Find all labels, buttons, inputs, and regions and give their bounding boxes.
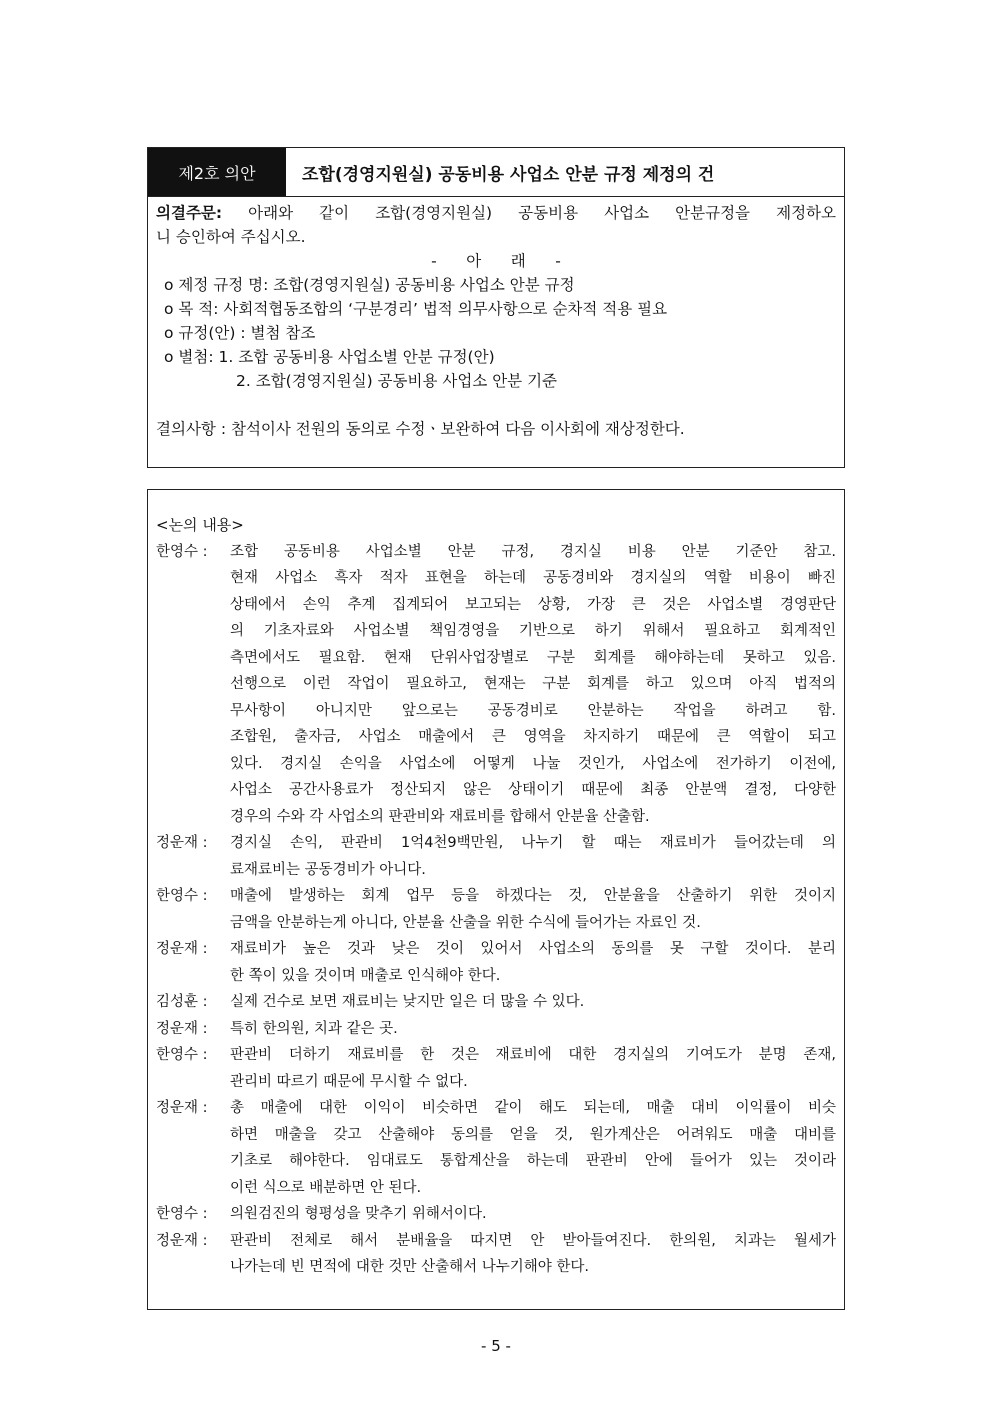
item-attachment1: o 별첨: 1. 조합 공동비용 사업소별 안분 규정(안) (164, 348, 495, 366)
discussion-box (147, 489, 845, 1310)
agenda-body (148, 197, 844, 441)
agenda-number-label: 제2호 의안 (148, 148, 286, 196)
speaker-name: 정운재 : (156, 1020, 208, 1037)
statement-line: 이런 식으로 배분하면 안 된다. (230, 1179, 422, 1196)
statement-first-line: 조합 공동비용 사업소별 안분 규정, 경지실 비용 안분 기준안 참고. (230, 543, 836, 560)
statement-first-line: 총 매출에 대한 이익이 비슷하면 같이 해도 되는데, 매출 대비 이익률이 비슷 (230, 1100, 836, 1116)
agenda-header (148, 148, 844, 197)
discussion-entries (156, 539, 836, 1281)
statement-line: 현재 사업소 흑자 적자 표현을 하는데 공동경비와 경지실의 역할 비용이 빠진 (230, 570, 836, 586)
statement-line: 측면에서도 필요함. 현재 단위사업장별로 구분 회계를 해야하는데 못하고 있음. (230, 649, 836, 666)
statement-line: 금액을 안분하는게 아니다, 안분율 산출을 위한 수식에 들어가는 자료인 것. (230, 914, 701, 931)
statement-line: 무사항이 아니지만 앞으로는 공동경비로 안분하는 작업을 하려고 함. (230, 702, 836, 719)
statement-continuation (156, 565, 836, 830)
statement-continuation (156, 910, 836, 937)
speaker-name: 정운재 : (156, 941, 208, 957)
statement-line: 관리비 따르기 때문에 무시할 수 없다. (230, 1073, 468, 1090)
statement-line: 료재료비는 공동경비가 아니다. (230, 861, 426, 878)
statement-line: 기초로 해야한다. 임대료도 통합계산을 하는데 판관비 안에 들어가 있는 것이라 (230, 1153, 837, 1169)
statement-first-line: 재료비가 높은 것과 낮은 것이 있어서 사업소의 동의를 못 구할 것이다. 분리 (230, 941, 836, 957)
statement-line: 있다. 경지실 손익을 사업소에 어떻게 나눌 것인가, 사업소에 전가하기 이전에, (230, 755, 836, 772)
statement-line: 조합원, 출자금, 사업소 매출에서 큰 영역을 차지하기 때문에 큰 역할이 되고 (230, 729, 836, 745)
discussion-title: <논의 내용> (156, 516, 244, 534)
item-purpose: o 목 적: 사회적협동조합의 ‘구분경리’ 법적 의무사항으로 순차적 적용 필요 (164, 300, 668, 318)
discussion-entry (156, 936, 836, 963)
resolution-line2: 니 승인하여 주십시오. (156, 228, 306, 246)
statement-line: 한 쪽이 있을 것이며 매출로 인식해야 한다. (230, 967, 501, 984)
resolution-line1 (156, 201, 836, 225)
statement-continuation (156, 857, 836, 884)
below-heading: - 아 래 - (431, 252, 561, 270)
speaker-name: 정운재 : (156, 835, 208, 851)
speaker-name: 한영수 : (156, 1206, 208, 1222)
resolution-label: 의결주문: (156, 204, 223, 222)
discussion-entry (156, 1042, 836, 1069)
statement-first-line: 특히 한의원, 치과 같은 곳. (230, 1020, 398, 1037)
discussion-entry (156, 830, 836, 857)
statement-first-line: 매출에 발생하는 회계 업무 등을 하겠다는 것, 안분율을 산출하기 위한 것이지 (230, 888, 836, 904)
page-number: - 5 - (481, 1337, 511, 1355)
statement-first-line: 판관비 더하기 재료비를 한 것은 재료비에 대한 경지실의 기여도가 분명 존재, (230, 1047, 836, 1063)
discussion-entry (156, 883, 836, 910)
discussion-entry (156, 989, 836, 1016)
statement-line: 상태에서 손익 추계 집계되어 보고되는 상황, 가장 큰 것은 사업소별 경영판단 (230, 596, 836, 613)
item-draft: o 규정(안) : 별첨 참조 (164, 324, 316, 342)
item-regulation-name: o 제정 규정 명: 조합(경영지원실) 공동비용 사업소 안분 규정 (164, 276, 575, 294)
statement-line: 하면 매출을 갖고 산출해야 동의를 얻을 것, 원가계산은 어려워도 매출 대비를 (230, 1126, 836, 1143)
statement-continuation (156, 963, 836, 990)
statement-line: 경우의 수와 각 사업소의 판관비와 재료비를 합해서 안분율 산출함. (230, 808, 650, 825)
discussion-entry (156, 1095, 836, 1122)
statement-first-line: 판관비 전체로 해서 분배율을 따지면 안 받아들여진다. 한의원, 치과는 월세가 (230, 1232, 836, 1249)
statement-line: 의 기초자료와 사업소별 책임경영을 기반으로 하기 위해서 필요하고 회계적인 (230, 623, 836, 639)
agenda-box (147, 147, 845, 468)
statement-line: 사업소 공간사용료가 정산되지 않은 상태이기 때문에 최종 안분액 결정, 다양한 (230, 782, 837, 798)
item-attachment2: 2. 조합(경영지원실) 공동비용 사업소 안분 기준 (236, 372, 558, 390)
discussion-entry (156, 1016, 836, 1043)
statement-continuation (156, 1069, 836, 1096)
statement-first-line: 경지실 손익, 판관비 1억4천9백만원, 나누기 할 때는 재료비가 들어갔는데 의 (230, 835, 836, 851)
discussion-entry (156, 1201, 836, 1228)
speaker-name: 한영수 : (156, 1047, 208, 1063)
statement-line: 나가는데 빈 면적에 대한 것만 산출해서 나누기해야 한다. (230, 1259, 590, 1275)
agenda-title: 조합(경영지원실) 공동비용 사업소 안분 규정 제정의 건 (302, 164, 715, 185)
statement-continuation (156, 1122, 836, 1202)
speaker-name: 정운재 : (156, 1232, 208, 1249)
statement-continuation (156, 1254, 836, 1281)
discussion-entry (156, 539, 836, 566)
statement-first-line: 실제 건수로 보면 재료비는 낮지만 일은 더 많을 수 있다. (230, 994, 585, 1010)
statement-first-line: 의원검진의 형평성을 맞추기 위해서이다. (230, 1206, 487, 1222)
statement-line: 선행으로 이런 작업이 필요하고, 현재는 구분 회계를 하고 있으며 아직 법적의 (230, 676, 836, 692)
resolution-text1: 아래와 같이 조합(경영지원실) 공동비용 사업소 안분규정을 제정하오 (222, 204, 836, 222)
speaker-name: 한영수 : (156, 543, 208, 560)
decision-line: 결의사항 : 참석이사 전원의 동의로 수정ㆍ보완하여 다음 이사회에 재상정한다. (156, 420, 685, 438)
speaker-name: 김성훈 : (156, 994, 208, 1010)
discussion-entry (156, 1228, 836, 1255)
speaker-name: 한영수 : (156, 888, 208, 904)
speaker-name: 정운재 : (156, 1100, 208, 1116)
